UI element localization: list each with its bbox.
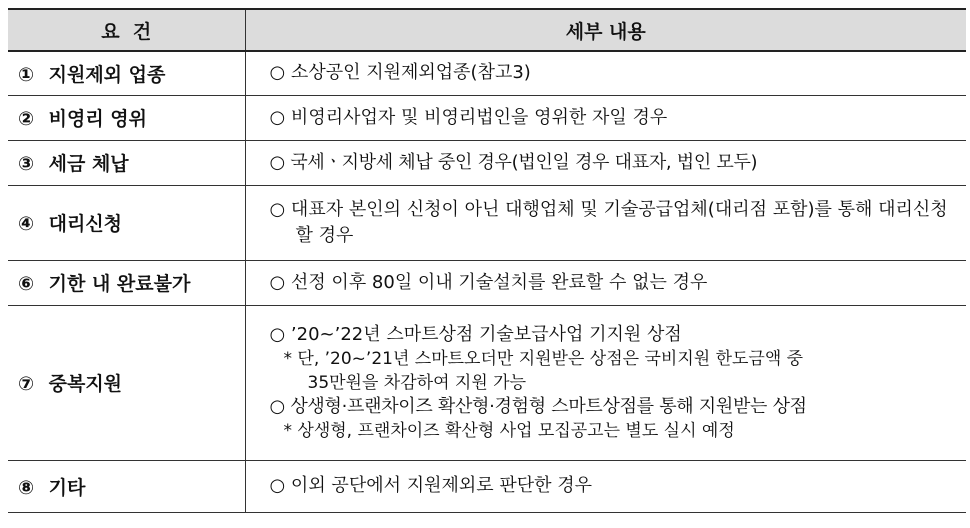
item-number: ⑥ [18,273,35,295]
requirement-cell [8,460,245,512]
requirement-cell [8,260,245,305]
requirement-label: 비영리 영위 [48,108,148,130]
detail-cell [245,185,966,260]
item-number: ⑧ [18,476,35,499]
detail-line: ○ 소상공인 지원제외업종(참고3) [269,62,531,84]
detail-cell [245,51,966,95]
requirement-cell [8,51,245,95]
requirement-cell [8,95,245,140]
requirement-cell [8,185,245,260]
detail-line: ○ ’20~’22년 스마트상점 기술보급사업 기지원 상점 [269,323,682,345]
header-requirement: 요 건 [8,9,245,51]
requirement-label: 기타 [48,476,86,499]
detail-cell [245,95,966,140]
note-line: * 상생형, 프랜차이즈 확산형 사업 모집공고는 별도 실시 예정 [283,420,735,441]
note-line: 35만원을 차감하여 지원 가능 [307,372,526,393]
detail-cell [245,260,966,305]
item-number: ② [18,108,35,130]
table-row [8,51,966,95]
detail-cell [245,460,966,512]
table-row [8,140,966,185]
requirement-label: 기한 내 완료불가 [48,273,191,295]
detail-line: ○ 이외 공단에서 지원제외로 판단한 경우 [269,475,593,496]
table-row [8,260,966,305]
requirement-label: 지원제외 업종 [48,63,166,86]
requirement-label: 대리신청 [48,213,123,235]
detail-line: ○ 비영리사업자 및 비영리법인을 영위한 자일 경우 [269,106,668,128]
exclusion-criteria-table [8,8,966,513]
item-number: ④ [18,213,35,235]
item-number: ⑦ [18,373,35,395]
note-line: * 단, ’20~’21년 스마트오더만 지원받은 상점은 국비지원 한도금액 중 [283,348,804,369]
item-number: ① [18,63,35,86]
detail-line: ○ 대표자 본인의 신청이 아닌 대행업체 및 기술공급업체(대리점 포함)를 통해 대리신청할 경우 [269,198,948,246]
table-row [8,305,966,460]
detail-line: ○ 국세ㆍ지방세 체납 중인 경우(법인일 경우 대표자, 법인 모두) [269,151,758,173]
item-number: ③ [18,153,35,175]
detail-cell [245,140,966,185]
requirement-label: 중복지원 [48,373,123,395]
detail-cell [245,305,966,460]
requirement-cell [8,305,245,460]
detail-line: ○ 상생형·프랜차이즈 확산형·경험형 스마트상점를 통해 지원받는 상점 [269,395,807,417]
detail-line: ○ 선정 이후 80일 이내 기술설치를 완료할 수 없는 경우 [269,271,708,293]
table-row [8,95,966,140]
requirement-label: 세금 체납 [48,153,129,175]
table-row [8,185,966,260]
table-header-row [8,9,966,51]
requirement-cell [8,140,245,185]
header-details: 세부 내용 [245,9,966,51]
table-row [8,460,966,512]
